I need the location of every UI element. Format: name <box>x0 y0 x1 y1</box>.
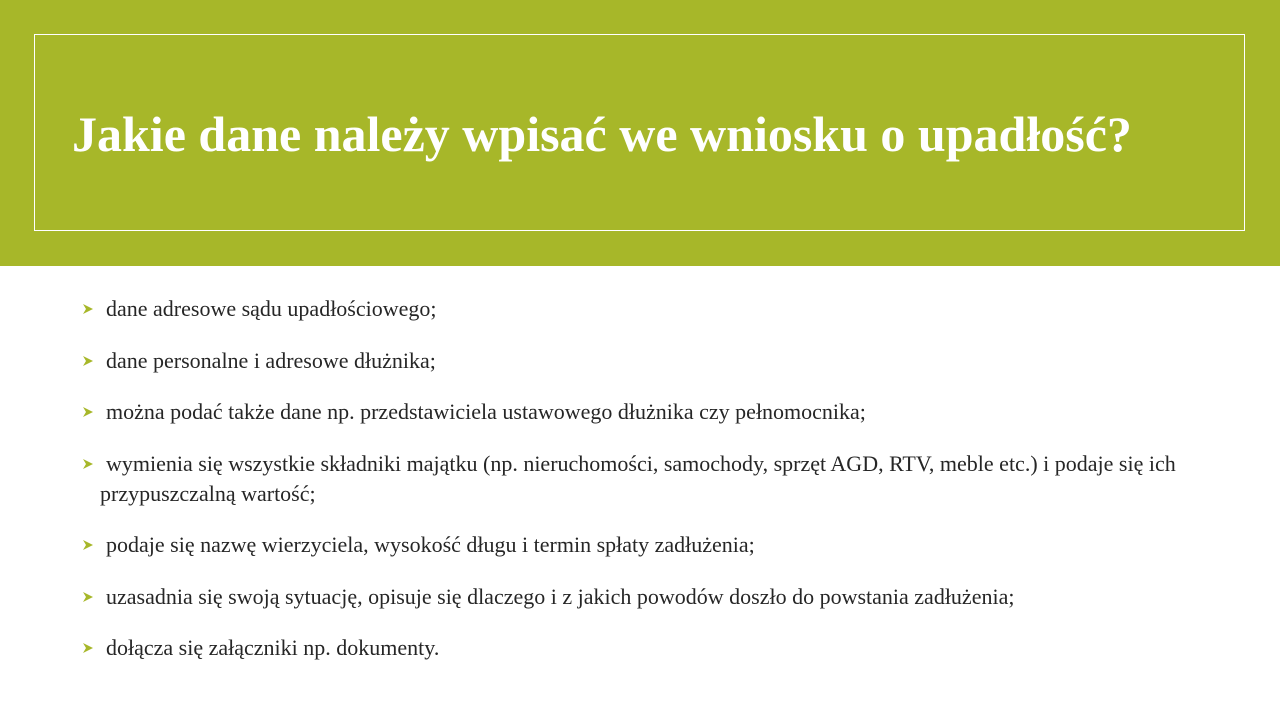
bullet-text: dane personalne i adresowe dłużnika; <box>106 347 436 373</box>
arrowhead-bullet-icon <box>82 539 94 551</box>
bullet-text: podaje się nazwę wierzyciela, wysokość długu i termin spłaty zadłużenia; <box>106 532 755 557</box>
bullet-text: uzasadnia się swoją sytuację, opisuje się dlaczego i z jakich powodów doszło do powstania zadłużenia; <box>106 583 1015 609</box>
arrowhead-bullet-icon <box>82 591 94 603</box>
arrowhead-bullet-icon <box>82 303 94 315</box>
bullet-item <box>80 530 1220 560</box>
bullet-text: dane adresowe sądu upadłościowego; <box>106 296 437 321</box>
arrowhead-bullet-icon <box>82 355 94 367</box>
arrowhead-bullet-icon <box>82 458 94 470</box>
bullet-item <box>80 633 1220 663</box>
bullet-item <box>80 449 1220 509</box>
bullet-item <box>80 294 1220 324</box>
arrowhead-bullet-icon <box>82 406 94 418</box>
bullet-item <box>80 346 1220 376</box>
bullet-text: wymienia się wszystkie składniki majątku (np. nieruchomości, samochody, sprzęt AGD, RTV, meble etc.) i podaje się ich przypuszczalną wartość; <box>100 450 1176 506</box>
bullet-item <box>80 397 1220 427</box>
bullet-text: dołącza się załączniki np. dokumenty. <box>106 635 440 660</box>
arrowhead-bullet-icon <box>82 642 94 654</box>
bullet-list <box>80 294 1220 685</box>
bullet-text: można podać także dane np. przedstawiciela ustawowego dłużnika czy pełnomocnika; <box>106 399 866 424</box>
header-band <box>0 0 1280 266</box>
slide-title: Jakie dane należy wpisać we wniosku o upadłość? <box>72 106 1132 162</box>
bullet-item <box>80 582 1220 612</box>
